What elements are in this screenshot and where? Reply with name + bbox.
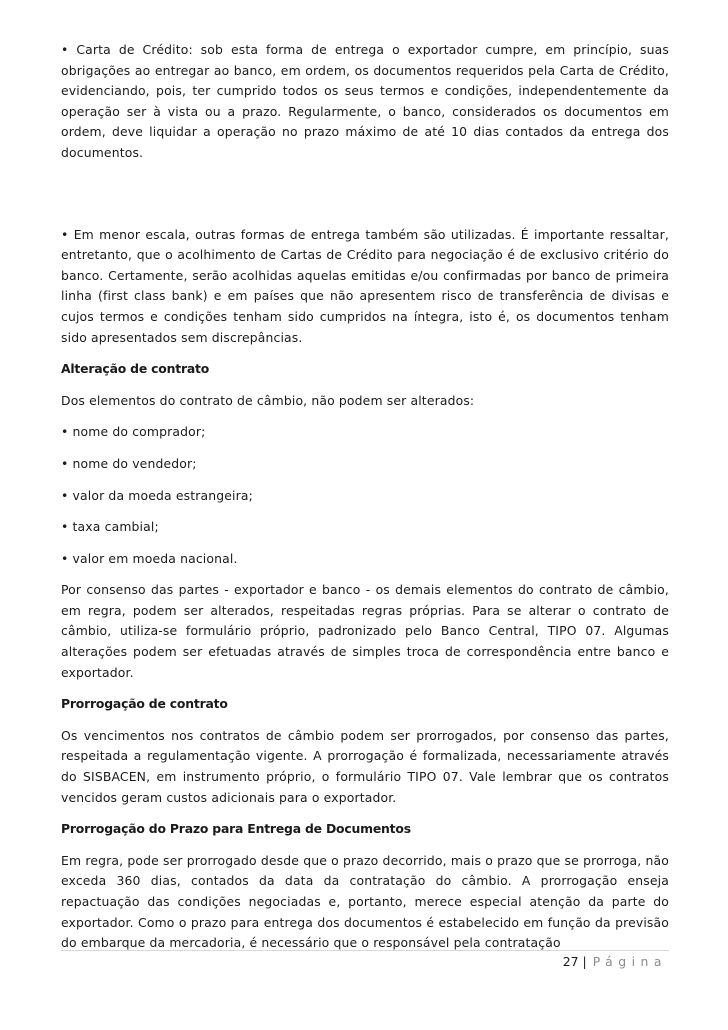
paragraph-carta-de-credito: • Carta de Crédito: sob esta forma de entrega o exportador cumpre, em princípio, suas obrigações ao entregar ao banco, em ordem, os documentos requeridos pela Carta de Crédito, evidenciando, pois, ter cumprido todos os seus termos e condições, independentemente da operação ser à vista ou a prazo. Regularmente, o banco, considerados os documentos em ordem, deve liquidar a operação no prazo máximo de até 10 dias contados da entrega dos documentos. — [61, 42, 669, 160]
blank-space — [61, 164, 669, 225]
paragraph-em-regra: Em regra, pode ser prorrogado desde que o prazo decorrido, mais o prazo que se prorroga, não exceda 360 dias, contados da data da contratação do câmbio. A prorrogação enseja repactuação das condições negociadas e, portanto, merece especial atenção da parte do exportador. Como o prazo para entrega dos documentos é estabelecido em função da previsão do embarque da mercadoria, é necessário que o responsável pela contratação — [61, 852, 669, 951]
bullet-item-valor-moeda-estrangeira: • valor da moeda estrangeira; — [61, 487, 253, 503]
paragraph-vencimentos: Os vencimentos nos contratos de câmbio podem ser prorrogados, por consenso das partes, respeitada a regulamentação vigente. A prorrogação é formalizada, necessariamente através do SISBACEN, em instrumento próprio, o formulário TIPO 07. Vale lembrar que os contratos vencidos geram custos adicionais para o exportador. — [61, 727, 669, 805]
bullet-item-taxa-cambial: • taxa cambial; — [61, 519, 159, 535]
heading-alteracao-de-contrato: Alteração de contrato — [61, 361, 210, 377]
page-content — [61, 40, 669, 954]
heading-prorrogacao-prazo-documentos: Prorrogação do Prazo para Entrega de Documentos — [61, 821, 411, 837]
page-number: 27 — [562, 954, 579, 969]
footer-separator: | — [582, 954, 587, 969]
bullet-item-valor-moeda-nacional: • valor em moeda nacional. — [61, 550, 238, 566]
heading-prorrogacao-de-contrato: Prorrogação de contrato — [61, 696, 228, 712]
paragraph-elementos-nao-alterados: Dos elementos do contrato de câmbio, não podem ser alterados: — [61, 392, 475, 408]
bullet-item-nome-comprador: • nome do comprador; — [61, 424, 206, 440]
paragraph-consenso-das-partes: Por consenso das partes - exportador e banco - os demais elementos do contrato de câmbio, em regra, podem ser alterados, respeitadas regras próprias. Para se alterar o contrato de câmbio, utiliza-se formulário próprio, padronizado pelo Banco Central, TIPO 07. Algumas alterações podem ser efetuadas através de simples troca de correspondência entre banco e exportador. — [61, 582, 669, 680]
paragraph-outras-formas: • Em menor escala, outras formas de entrega também são utilizadas. É importante ressaltar, entretanto, que o acolhimento de Cartas de Crédito para negociação é de exclusivo critério do banco. Certamente, serão acolhidas aquelas emitidas e/ou confirmadas por banco de primeira linha (first class bank) e em países que não apresentem risco de transferência de divisas e cujos termos e condições tenham sido cumpridos na íntegra, isto é, os documentos tenham sido apresentados sem discrepâncias. — [61, 226, 669, 345]
page-footer — [61, 950, 669, 973]
page-number-label — [563, 954, 667, 969]
page-word: Página — [592, 954, 667, 969]
bullet-item-nome-vendedor: • nome do vendedor; — [61, 455, 197, 471]
